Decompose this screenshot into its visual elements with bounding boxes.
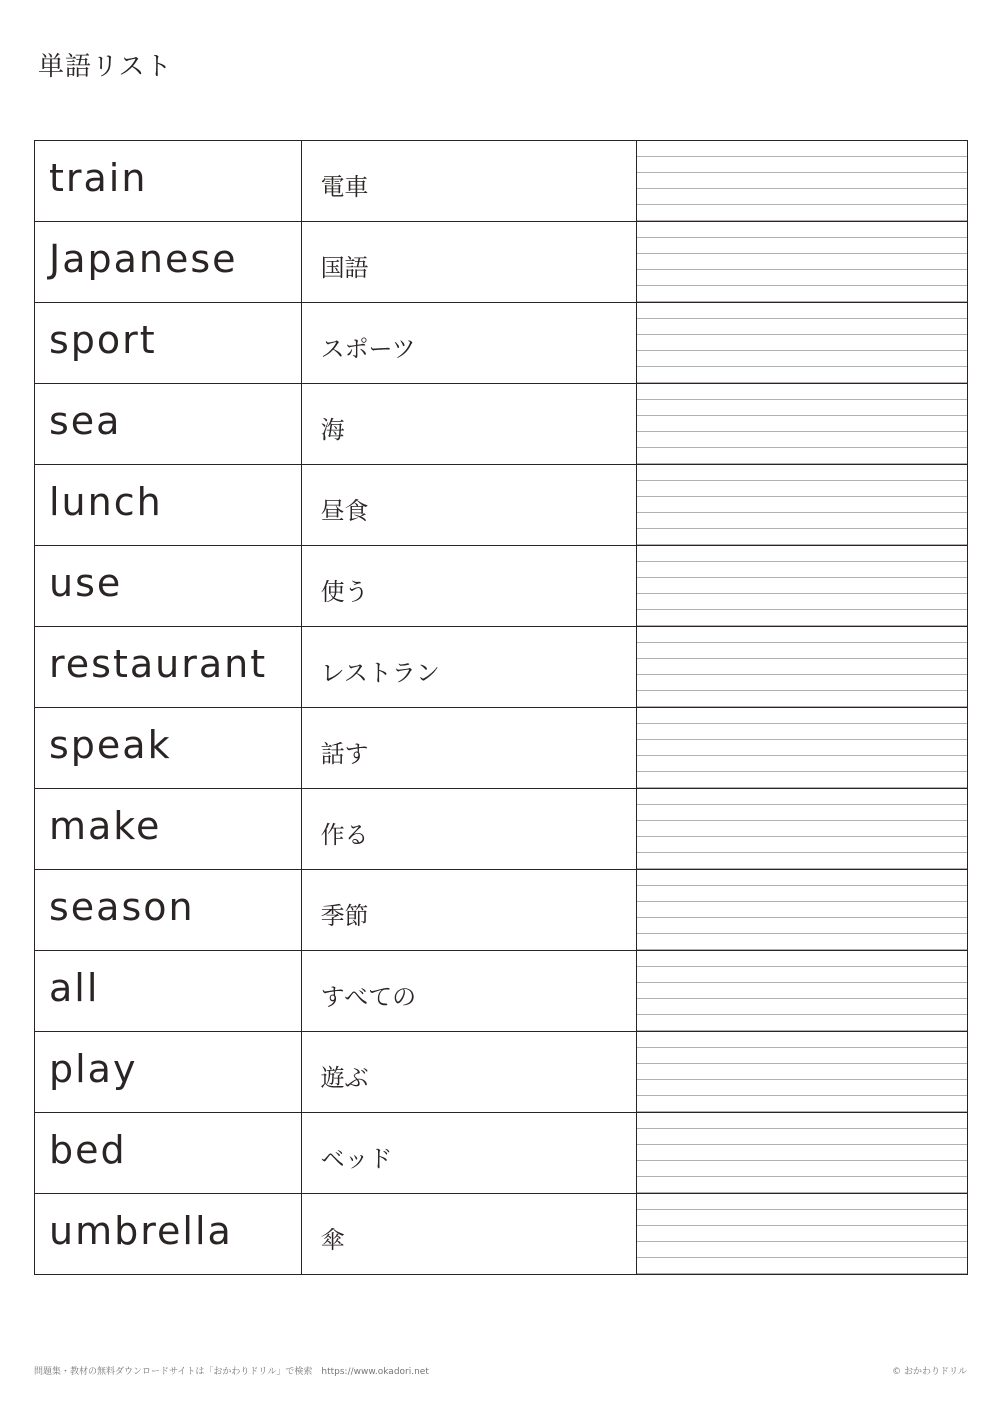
- english-word: train: [49, 156, 148, 200]
- table-row: [35, 303, 968, 384]
- japanese-meaning-cell: [301, 708, 637, 789]
- ruled-lines: [637, 303, 967, 383]
- writing-practice-cell[interactable]: [637, 789, 968, 870]
- japanese-meaning-cell: [301, 222, 637, 303]
- english-word: restaurant: [49, 642, 268, 686]
- japanese-meaning: 傘: [320, 1225, 345, 1254]
- ruled-lines: [637, 384, 967, 464]
- english-word: play: [49, 1047, 138, 1091]
- japanese-meaning: 電車: [320, 172, 369, 201]
- japanese-meaning: 昼食: [320, 496, 369, 525]
- english-word-cell: [35, 1032, 302, 1113]
- ruled-lines: [637, 1113, 967, 1193]
- english-word-cell: [35, 708, 302, 789]
- english-word: sea: [49, 399, 122, 443]
- word-list-table: [34, 140, 968, 1275]
- english-word: lunch: [49, 480, 163, 524]
- page-title: 単語リスト: [38, 52, 173, 82]
- ruled-lines: [637, 141, 967, 221]
- writing-practice-cell[interactable]: [637, 141, 968, 222]
- table-row: [35, 951, 968, 1032]
- english-word-cell: [35, 1113, 302, 1194]
- writing-practice-cell[interactable]: [637, 546, 968, 627]
- japanese-meaning-cell: [301, 141, 637, 222]
- japanese-meaning: 季節: [320, 901, 369, 930]
- japanese-meaning-cell: [301, 627, 637, 708]
- writing-practice-cell[interactable]: [637, 384, 968, 465]
- table-row: [35, 384, 968, 465]
- japanese-meaning-cell: [301, 303, 637, 384]
- english-word: use: [49, 561, 123, 605]
- japanese-meaning-cell: [301, 384, 637, 465]
- footer-copyright: © おかわりドリル: [892, 1367, 967, 1377]
- japanese-meaning: 遊ぶ: [320, 1063, 369, 1092]
- word-rows: [35, 141, 968, 1275]
- ruled-lines: [637, 465, 967, 545]
- writing-practice-cell[interactable]: [637, 1113, 968, 1194]
- ruled-lines: [637, 708, 967, 788]
- english-word-cell: [35, 303, 302, 384]
- table-row: [35, 870, 968, 951]
- english-word-cell: [35, 465, 302, 546]
- ruled-lines: [637, 546, 967, 626]
- japanese-meaning-cell: [301, 546, 637, 627]
- writing-practice-cell[interactable]: [637, 465, 968, 546]
- english-word-cell: [35, 951, 302, 1032]
- english-word: umbrella: [49, 1209, 233, 1253]
- japanese-meaning: ベッド: [320, 1144, 393, 1173]
- english-word-cell: [35, 546, 302, 627]
- english-word-cell: [35, 789, 302, 870]
- ruled-lines: [637, 222, 967, 302]
- table-row: [35, 627, 968, 708]
- table-row: [35, 789, 968, 870]
- english-word-cell: [35, 627, 302, 708]
- table-row: [35, 1194, 968, 1275]
- english-word: Japanese: [49, 237, 238, 281]
- writing-practice-cell[interactable]: [637, 951, 968, 1032]
- japanese-meaning-cell: [301, 465, 637, 546]
- table-row: [35, 465, 968, 546]
- table-row: [35, 1032, 968, 1113]
- ruled-lines: [637, 1194, 967, 1274]
- english-word: make: [49, 804, 162, 848]
- japanese-meaning-cell: [301, 1032, 637, 1113]
- japanese-meaning-cell: [301, 951, 637, 1032]
- japanese-meaning: 話す: [320, 739, 369, 768]
- english-word: season: [49, 885, 195, 929]
- japanese-meaning-cell: [301, 870, 637, 951]
- japanese-meaning-cell: [301, 1113, 637, 1194]
- japanese-meaning: 使う: [320, 577, 369, 606]
- writing-practice-cell[interactable]: [637, 1194, 968, 1275]
- writing-practice-cell[interactable]: [637, 870, 968, 951]
- english-word: all: [49, 966, 100, 1010]
- japanese-meaning-cell: [301, 789, 637, 870]
- english-word-cell: [35, 222, 302, 303]
- japanese-meaning: すべての: [320, 982, 417, 1011]
- english-word-cell: [35, 141, 302, 222]
- ruled-lines: [637, 870, 967, 950]
- table-row: [35, 1113, 968, 1194]
- footer-note: 問題集・教材の無料ダウンロードサイトは「おかわりドリル」で検索 https://www.okadori.net: [34, 1367, 429, 1377]
- english-word: sport: [49, 318, 157, 362]
- writing-practice-cell[interactable]: [637, 708, 968, 789]
- japanese-meaning-cell: [301, 1194, 637, 1275]
- english-word-cell: [35, 384, 302, 465]
- writing-practice-cell[interactable]: [637, 222, 968, 303]
- table-row: [35, 141, 968, 222]
- ruled-lines: [637, 951, 967, 1031]
- japanese-meaning: レストラン: [320, 658, 440, 687]
- english-word-cell: [35, 1194, 302, 1275]
- japanese-meaning: 海: [320, 415, 345, 444]
- english-word-cell: [35, 870, 302, 951]
- ruled-lines: [637, 627, 967, 707]
- table-row: [35, 708, 968, 789]
- writing-practice-cell[interactable]: [637, 303, 968, 384]
- japanese-meaning: 国語: [320, 253, 369, 282]
- table-row: [35, 546, 968, 627]
- table-row: [35, 222, 968, 303]
- writing-practice-cell[interactable]: [637, 1032, 968, 1113]
- english-word: speak: [49, 723, 172, 767]
- english-word: bed: [49, 1128, 127, 1172]
- japanese-meaning: 作る: [320, 820, 369, 849]
- ruled-lines: [637, 1032, 967, 1112]
- japanese-meaning: スポーツ: [320, 334, 416, 363]
- writing-practice-cell[interactable]: [637, 627, 968, 708]
- ruled-lines: [637, 789, 967, 869]
